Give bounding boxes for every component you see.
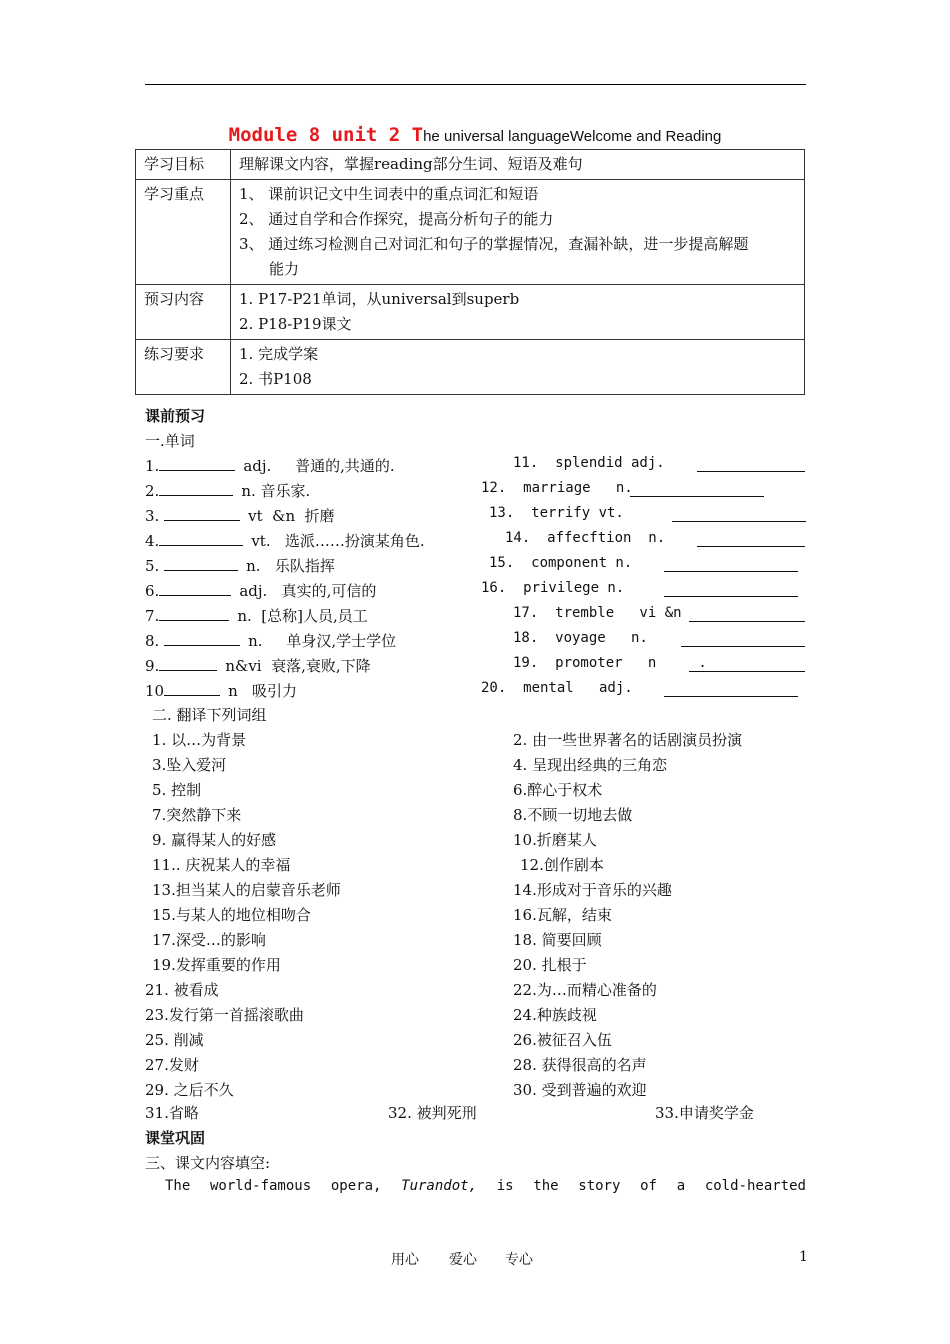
answer-blank[interactable] bbox=[164, 681, 220, 696]
word-number: 4. bbox=[145, 532, 160, 550]
row-label: 学习重点 bbox=[136, 180, 231, 285]
phrase-item: 26.被征召入伍 bbox=[513, 1031, 612, 1049]
title-rest: he universal languageWelcome and Reading bbox=[423, 128, 722, 145]
row-content bbox=[231, 180, 805, 285]
phrase-item: 20. 扎根于 bbox=[513, 956, 587, 974]
phrase-item: 19.发挥重要的作用 bbox=[152, 956, 281, 974]
phrase-item: 21. 被看成 bbox=[145, 981, 219, 999]
footer-motto-1: 用心 bbox=[391, 1252, 419, 1268]
answer-blank[interactable] bbox=[664, 582, 798, 597]
answer-blank[interactable] bbox=[630, 482, 764, 497]
row-line: 1、 课前识记文中生词表中的重点词汇和短语 bbox=[239, 185, 539, 203]
para-word: The bbox=[165, 1178, 191, 1194]
word-item-right: 13. terrify vt. bbox=[489, 505, 624, 521]
word-definition: vt. 选派……扮演某角色. bbox=[251, 532, 425, 550]
phrase-item: 30. 受到普遍的欢迎 bbox=[513, 1081, 647, 1099]
answer-blank[interactable] bbox=[664, 682, 798, 697]
phrase-item: 23.发行第一首摇滚歌曲 bbox=[145, 1006, 304, 1024]
para-word: a bbox=[676, 1178, 686, 1194]
phrase-item: 7.突然静下来 bbox=[152, 806, 242, 824]
word-number: 9. bbox=[145, 657, 160, 675]
para-word: world-famous bbox=[210, 1178, 312, 1194]
page-number: 1 bbox=[799, 1249, 808, 1265]
answer-blank[interactable] bbox=[164, 506, 240, 521]
row-content bbox=[231, 340, 805, 395]
para-word: cold-hearted bbox=[704, 1178, 806, 1194]
word-item-right: 17. tremble vi &n bbox=[513, 605, 682, 621]
phrase-item: 15.与某人的地位相吻合 bbox=[152, 906, 311, 924]
word-definition: n 吸引力 bbox=[228, 682, 298, 700]
words-heading: 一.单词 bbox=[145, 432, 195, 450]
row-label: 学习目标 bbox=[136, 150, 231, 180]
answer-blank[interactable] bbox=[159, 581, 231, 596]
word-item-left bbox=[145, 680, 297, 701]
footer-motto-2: 爱心 bbox=[449, 1252, 477, 1268]
word-number: 3. bbox=[145, 507, 165, 525]
title-module: Module 8 unit 2 T bbox=[228, 124, 424, 146]
phrases-heading: 二. 翻译下列词组 bbox=[152, 706, 267, 724]
row-line: 2. P18-P19课文 bbox=[239, 315, 352, 333]
word-number: 6. bbox=[145, 582, 160, 600]
word-item-left bbox=[145, 555, 335, 576]
phrase-item: 24.种族歧视 bbox=[513, 1006, 597, 1024]
word-number: 10 bbox=[145, 682, 165, 700]
row-line: 3、 通过练习检测自己对词汇和句子的掌握情况，查漏补缺，进一步提高解题 bbox=[239, 235, 749, 253]
answer-blank[interactable] bbox=[672, 507, 806, 522]
answer-blank[interactable] bbox=[681, 632, 805, 647]
row-line: 2、 通过自学和合作探究，提高分析句子的能力 bbox=[239, 210, 554, 228]
word-number: 2. bbox=[145, 482, 160, 500]
answer-blank[interactable] bbox=[164, 556, 238, 571]
phrase-item: 10.折磨某人 bbox=[513, 831, 597, 849]
answer-blank[interactable] bbox=[159, 456, 235, 471]
table-row bbox=[136, 285, 805, 340]
phrase-item: 9. 赢得某人的好感 bbox=[152, 831, 277, 849]
word-item-right: 16. privilege n. bbox=[481, 580, 625, 596]
answer-blank[interactable] bbox=[689, 607, 805, 622]
phrase-item: 14.形成对于音乐的兴趣 bbox=[513, 881, 672, 899]
row-line: 能力 bbox=[269, 260, 300, 278]
word-item-right: 15. component n. bbox=[489, 555, 633, 571]
phrase-item: 16.瓦解，结束 bbox=[513, 906, 612, 924]
row-line: 1. P17-P21单词，从universal到superb bbox=[239, 290, 520, 308]
word-number: 8. bbox=[145, 632, 165, 650]
para-word: is bbox=[496, 1178, 514, 1194]
answer-blank[interactable] bbox=[697, 532, 805, 547]
word-item-left bbox=[145, 455, 395, 476]
word-item-right: 11. splendid adj. bbox=[513, 455, 665, 471]
row-line: 1. 完成学案 bbox=[239, 345, 319, 363]
phrase-item: 13.担当某人的启蒙音乐老师 bbox=[152, 881, 341, 899]
word-definition: adj. 真实的,可信的 bbox=[239, 582, 377, 600]
page-title bbox=[0, 124, 950, 146]
phrase-33: 33.申请奖学金 bbox=[655, 1104, 754, 1122]
word-definition: n. 乐队指挥 bbox=[246, 557, 335, 575]
word-definition: vt &n 折磨 bbox=[248, 507, 335, 525]
word-definition: n. [总称]人员,员工 bbox=[237, 607, 368, 625]
phrase-item: 28. 获得很高的名声 bbox=[513, 1056, 647, 1074]
answer-blank[interactable] bbox=[664, 557, 798, 572]
word-item-right: 12. marriage n. bbox=[481, 480, 633, 496]
para-word: opera, bbox=[330, 1178, 382, 1194]
word-item-left bbox=[145, 655, 371, 676]
word-item-right: 20. mental adj. bbox=[481, 680, 633, 696]
objectives-table bbox=[135, 149, 805, 395]
footer-motto-3: 专心 bbox=[505, 1252, 533, 1268]
word-item-right: 18. voyage n. bbox=[513, 630, 648, 646]
fill-heading: 三、课文内容填空: bbox=[145, 1154, 271, 1172]
word-item-right: 14. affecftion n. bbox=[505, 530, 666, 546]
phrase-item: 29. 之后不久 bbox=[145, 1081, 234, 1099]
reading-paragraph bbox=[165, 1178, 806, 1194]
word-item-left bbox=[145, 530, 425, 551]
phrase-item: 4. 呈现出经典的三角恋 bbox=[513, 756, 668, 774]
row-label: 预习内容 bbox=[136, 285, 231, 340]
phrase-31: 31.省略 bbox=[145, 1104, 199, 1122]
phrase-item: 27.发财 bbox=[145, 1056, 199, 1074]
section-heading-class: 课堂巩固 bbox=[145, 1129, 206, 1147]
row-content bbox=[231, 150, 805, 180]
para-word: story bbox=[578, 1178, 621, 1194]
answer-blank[interactable] bbox=[159, 656, 217, 671]
word-item-left bbox=[145, 605, 368, 626]
row-label: 练习要求 bbox=[136, 340, 231, 395]
phrase-item: 11.. 庆祝某人的幸福 bbox=[152, 856, 291, 874]
answer-blank[interactable] bbox=[159, 531, 243, 546]
header-rule bbox=[145, 84, 806, 85]
phrase-item: 3.坠入爱河 bbox=[152, 756, 227, 774]
para-word: the bbox=[533, 1178, 559, 1194]
word-item-left bbox=[145, 480, 310, 501]
phrase-item: 22.为…而精心准备的 bbox=[513, 981, 657, 999]
para-word: of bbox=[640, 1178, 657, 1194]
phrase-32: 32. 被判死刑 bbox=[388, 1104, 477, 1122]
word-item-left bbox=[145, 505, 335, 526]
word-item-right: 19. promoter n . bbox=[513, 655, 707, 671]
row-line: 理解课文内容，掌握reading部分生词、短语及难句 bbox=[239, 155, 583, 173]
phrase-item: 18. 简要回顾 bbox=[513, 931, 602, 949]
answer-blank[interactable] bbox=[697, 457, 805, 472]
phrase-item: 12.创作剧本 bbox=[520, 856, 604, 874]
table-row bbox=[136, 340, 805, 395]
answer-blank[interactable] bbox=[159, 606, 229, 621]
phrase-item: 2. 由一些世界著名的话剧演员扮演 bbox=[513, 731, 743, 749]
word-number: 1. bbox=[145, 457, 160, 475]
para-word-title: Turandot, bbox=[401, 1178, 477, 1194]
answer-blank[interactable] bbox=[164, 631, 240, 646]
table-row bbox=[136, 180, 805, 285]
answer-blank[interactable] bbox=[159, 481, 233, 496]
word-number: 7. bbox=[145, 607, 160, 625]
word-definition: n. 单身汉,学士学位 bbox=[248, 632, 397, 650]
table-row bbox=[136, 150, 805, 180]
word-item-left bbox=[145, 580, 376, 601]
word-definition: n. 音乐家. bbox=[241, 482, 311, 500]
phrase-item: 1. 以…为背景 bbox=[152, 731, 247, 749]
word-number: 5. bbox=[145, 557, 165, 575]
phrase-item: 25. 削减 bbox=[145, 1031, 204, 1049]
phrase-item: 8.不顾一切地去做 bbox=[513, 806, 633, 824]
phrase-item: 17.深受…的影响 bbox=[152, 931, 266, 949]
section-heading-preview: 课前预习 bbox=[145, 407, 206, 425]
phrase-item: 6.醉心于权术 bbox=[513, 781, 603, 799]
row-content bbox=[231, 285, 805, 340]
word-definition: n&vi 衰落,衰败,下降 bbox=[225, 657, 371, 675]
row-line: 2. 书P108 bbox=[239, 370, 312, 388]
word-definition: adj. 普通的,共通的. bbox=[243, 457, 395, 475]
word-item-left bbox=[145, 630, 396, 651]
phrase-item: 5. 控制 bbox=[152, 781, 202, 799]
answer-blank[interactable] bbox=[689, 657, 805, 672]
